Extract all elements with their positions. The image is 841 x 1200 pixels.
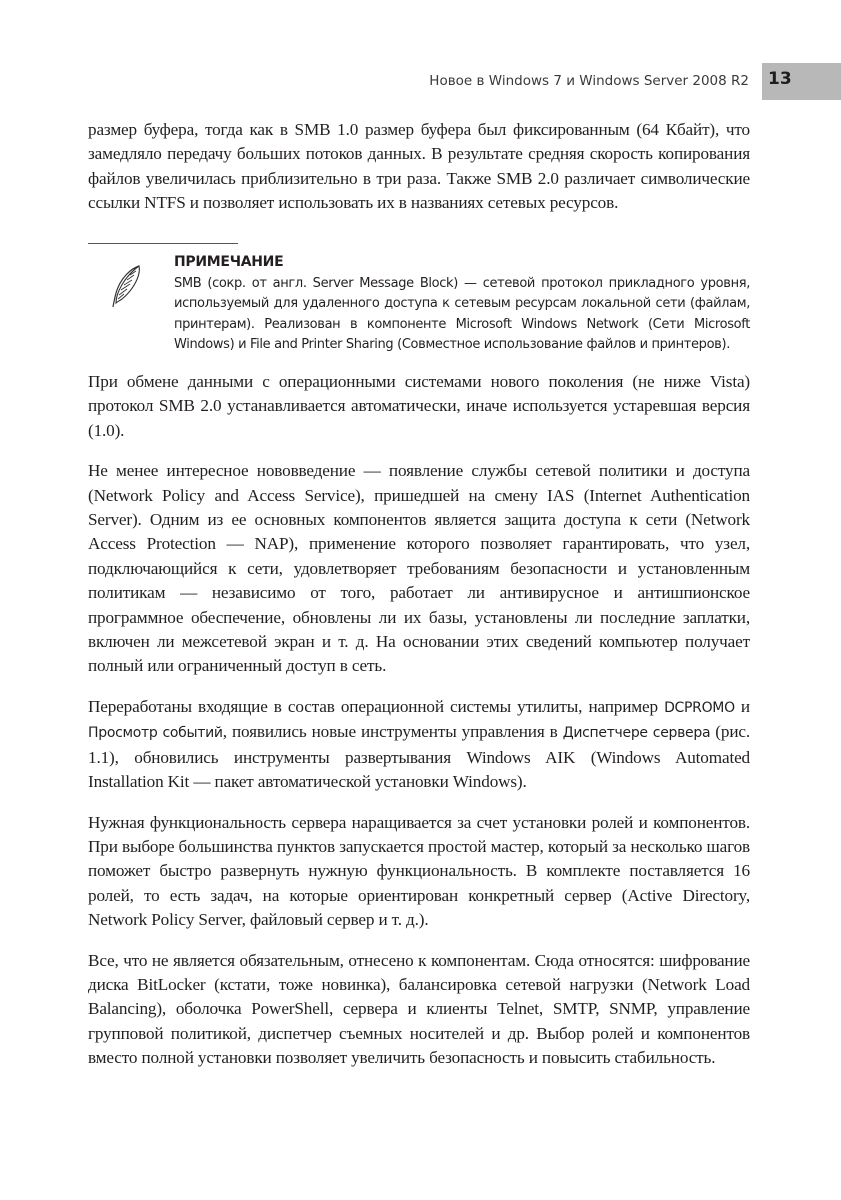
paragraph-features: Все, что не является обязательным, отнесено к компонентам. Сюда относятся: шифрование диска BitLocker (кстати, тоже новинка), балансировка сетевой нагрузки (Network Load Balancing), оболочка PowerShell, сервера и клиенты Telnet, SMTP, SNMP, управление групповой политикой, диспетчер съемных носителей и др. Выбор ролей и компонентов вместо полной установки позволяет увеличить безопасность и повысить стабильность. <box>88 950 750 1068</box>
feather-quill-icon <box>108 263 144 311</box>
ui-term-dcpromo: DCPROMO <box>664 699 735 716</box>
page-number-box <box>762 63 841 100</box>
note-title: ПРИМЕЧАНИЕ <box>174 253 284 270</box>
text-fragment: (рис. 1.1), обновились инструменты развертывания Windows AIK (Windows Automated Installation Kit — пакет автоматической установки Windows). <box>88 722 750 792</box>
note-text: SMB (сокр. от англ. Server Message Block) — сетевой протокол прикладного уровня, используемый для удаленного доступа к сетевым ресурсам локальной сети (файлам, принтерам). Реализован в компоненте Microsoft Windows Network (Сети Microsoft Windows) и File and Printer Sharing (Совместное использование файлов и принтеров). <box>174 275 750 353</box>
running-header <box>0 63 841 100</box>
note-box <box>88 243 750 356</box>
page-number: 13 <box>768 69 792 89</box>
paragraph-smb-negotiation: При обмене данными с операционными системами нового поколения (не ниже Vista) протокол SMB 2.0 устанавливается автоматически, иначе используется устаревшая версия (1.0). <box>88 372 750 440</box>
text-fragment: Переработаны входящие в состав операционной системы утилиты, например <box>88 696 665 716</box>
paragraph-smb-buffer: размер буфера, тогда как в SMB 1.0 размер буфера был фиксированным (64 Кбайт), что замедляло передачу больших потоков данных. В результате средняя скорость копирования файлов увеличилась приблизительно в три раза. Также SMB 2.0 различает символические ссылки NTFS и позволяет использовать их в названиях сетевых ресурсов. <box>88 120 750 213</box>
ui-term-server-manager: Диспетчере сервера <box>562 725 711 742</box>
paragraph-utilities <box>88 695 750 795</box>
running-title: Новое в Windows 7 и Windows Server 2008 R2 <box>429 73 749 89</box>
text-fragment: и <box>734 696 750 716</box>
note-divider <box>88 243 238 244</box>
ui-term-event-viewer: Просмотр событий <box>88 725 223 742</box>
paragraph-roles: Нужная функциональность сервера наращивается за счет установки ролей и компонентов. При выборе большинства пунктов запускается простой мастер, который за несколько шагов поможет быстро развернуть нужную функциональность. В комплекте поставляется 16 ролей, то есть задач, на которые ориентирован конкретный сервер (Active Directory, Network Policy Server, файловый сервер и т. д.). <box>88 812 750 930</box>
paragraph-nap: Не менее интересное нововведение — появление службы сетевой политики и доступа (Network Policy and Access Service), пришедшей на смену IAS (Internet Authentication Server). Одним из ее основных компонентов является защита доступа к сети (Network Access Protection — NAP), применение которого позволяет гарантировать, что узел, подключающийся к сети, удовлетворяет требованиям безопасности и установленным политикам — независимо от того, работает ли антивирусное и антишпионское программное обеспечение, обновлены ли их базы, установлены ли последние заплатки, включен ли межсетевой экран и т. д. На основании этих сведений компьютер получает полный или ограниченный доступ в сеть. <box>88 461 750 676</box>
text-fragment: , появились новые инструменты управления в <box>222 722 563 742</box>
page-body <box>88 118 750 1087</box>
